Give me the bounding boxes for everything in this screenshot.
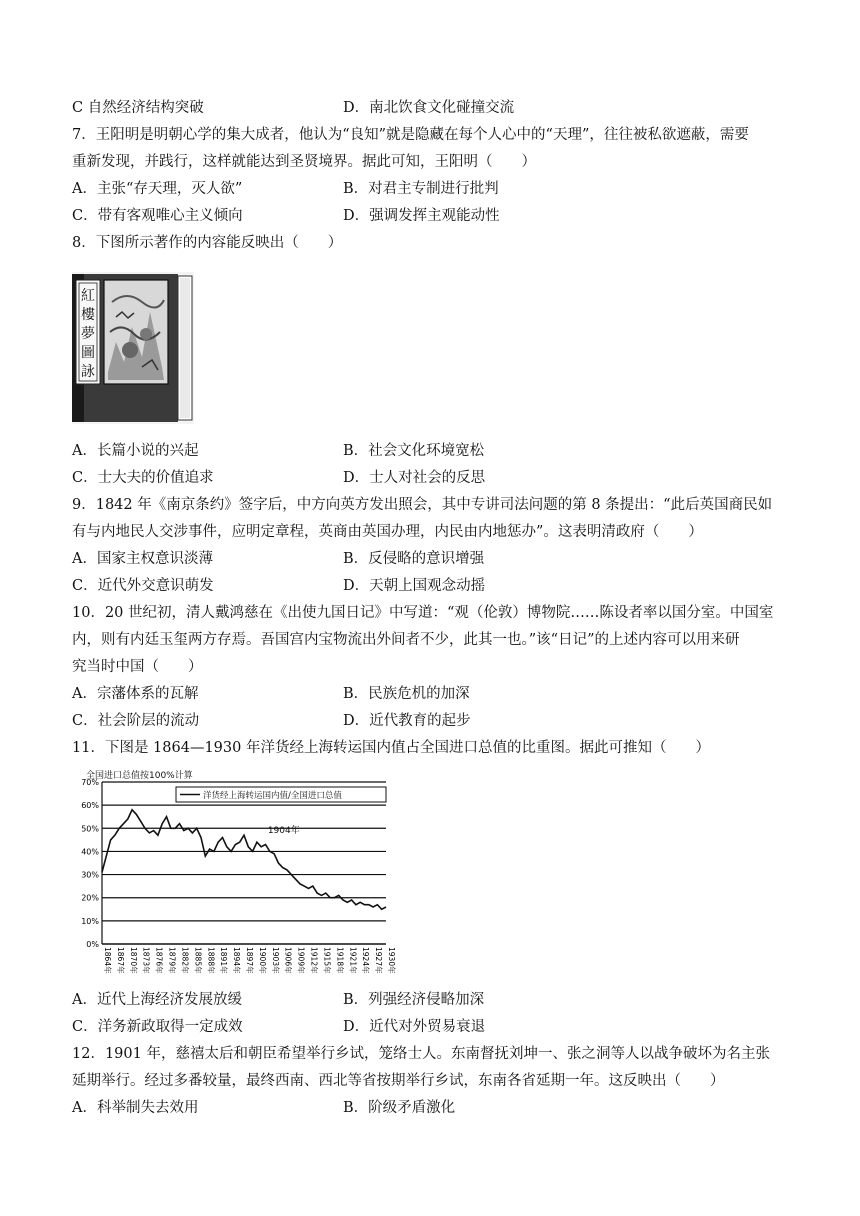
q8-option-a: A．长篇小说的兴起 xyxy=(72,443,199,459)
q11-option-c: C．洋务新政取得一定成效 xyxy=(72,1019,243,1035)
q9-option-c: C．近代外交意识萌发 xyxy=(72,578,214,594)
chart-x-tick-label: 1909年 xyxy=(296,947,306,974)
chart-x-tick-label: 1873年 xyxy=(141,947,151,974)
chart-y-ticks xyxy=(81,778,99,949)
chart-x-tick-label: 1888年 xyxy=(206,947,216,974)
q10-option-d: D．近代教育的起步 xyxy=(343,713,471,729)
q10-option-c: C．社会阶层的流动 xyxy=(72,713,200,729)
chart-y-tick-label: 50% xyxy=(81,824,99,834)
q7-option-d: D．强调发挥主观能动性 xyxy=(343,208,500,224)
chart-legend-label: 洋货经上海转运国内值/全国进口总值 xyxy=(203,791,342,801)
q11-option-b: B．列强经济侵略加深 xyxy=(343,992,485,1008)
q6-option-d: D．南北饮食文化碰撞交流 xyxy=(343,100,515,116)
q7-stem-line-1: 7．王阳明是明朝心学的集大成者，他认为“良知”就是隐藏在每个人心中的“天理”，往往被私欲遮蔽，需要 xyxy=(72,127,749,143)
q11-option-d: D．近代对外贸易衰退 xyxy=(343,1019,486,1035)
q9-stem-line-1: 9．1842 年《南京条约》签字后，中方向英方发出照会，其中专讲司法问题的第 8 条提出：“此后英国商民如 xyxy=(72,497,773,513)
chart-y-tick-label: 70% xyxy=(81,778,99,787)
book-title-char-4: 圖 xyxy=(81,345,95,361)
q7-option-a: A．主张“存天理，灭人欲” xyxy=(72,181,243,197)
q9-stem-line-2: 有与内地民人交涉事件，应明定章程，英商由英国办理，内民由内地惩办”。这表明清政府（ ） xyxy=(72,524,703,540)
chart-x-tick-label: 1891年 xyxy=(219,947,229,974)
chart-y-tick-label: 60% xyxy=(81,801,99,811)
q10-option-b: B．民族危机的加深 xyxy=(343,686,470,702)
chart-y-tick-label: 40% xyxy=(81,847,99,857)
chart-x-tick-label: 1885年 xyxy=(193,947,203,974)
chart-title: 全国进口总值按100%计算 xyxy=(86,771,193,781)
chart-y-tick-label: 20% xyxy=(81,893,99,903)
chart-series-line xyxy=(102,810,386,910)
book-title-char-2: 樓 xyxy=(81,307,95,323)
chart-y-tick-label: 10% xyxy=(81,916,99,926)
q10-stem-line-3: 究当时中国（ ） xyxy=(72,659,203,675)
q10-option-a: A．宗藩体系的瓦解 xyxy=(72,686,199,702)
book-title-char-5: 詠 xyxy=(81,364,95,380)
chart-x-tick-label: 1918年 xyxy=(335,947,345,974)
chart-x-tick-label: 1876年 xyxy=(154,947,164,974)
q10-stem-line-2: 内，则有内廷玉玺两方存焉。吾国宫内宝物流出外间者不少，此其一也。”该“日记”的上述内容可以用来研 xyxy=(72,632,740,648)
chart-x-tick-label: 1915年 xyxy=(322,947,332,974)
chart-y-tick-label: 30% xyxy=(81,870,99,880)
chart-x-tick-label: 1927年 xyxy=(374,947,384,974)
q8-option-d: D．士人对社会的反思 xyxy=(343,470,486,486)
chart-annotation-1904: 1904年 xyxy=(267,826,300,837)
q8-option-c: C．士大夫的价值追求 xyxy=(72,470,214,486)
q9-option-b: B．反侵略的意识增强 xyxy=(343,551,485,567)
book-title-char-1: 紅 xyxy=(81,288,95,304)
q9-option-d: D．天朝上国观念动摇 xyxy=(343,578,486,594)
q10-stem-line-1: 10．20 世纪初，清人戴鸿慈在《出使九国日记》中写道：“观（伦敦）博物院……陈设者率以国分室。中国室 xyxy=(72,605,774,621)
import-ratio-chart xyxy=(72,770,396,982)
chart-y-tick-label: 0% xyxy=(86,940,99,949)
book-title-char-3: 夢 xyxy=(81,326,95,342)
chart-x-ticks xyxy=(103,947,397,974)
q12-stem-line-2: 延期举行。经过多番较量，最终西南、西北等省按期举行乡试，东南各省延期一年。这反映出（ ） xyxy=(72,1073,725,1089)
book-cover-image xyxy=(72,272,194,424)
chart-x-tick-label: 1930年 xyxy=(387,947,396,974)
chart-x-tick-label: 1864年 xyxy=(103,947,112,974)
chart-x-tick-label: 1921年 xyxy=(348,947,358,974)
chart-x-tick-label: 1867年 xyxy=(115,947,125,974)
chart-x-tick-label: 1900年 xyxy=(257,947,267,974)
q8-option-b: B．社会文化环境宽松 xyxy=(343,443,485,459)
q11-option-a: A．近代上海经济发展放缓 xyxy=(72,992,242,1008)
q6-option-c: C 自然经济结构突破 xyxy=(72,100,204,116)
chart-x-tick-label: 1903年 xyxy=(270,947,280,974)
q12-option-b: B．阶级矛盾激化 xyxy=(343,1100,456,1116)
chart-x-tick-label: 1924年 xyxy=(361,947,371,974)
chart-x-tick-label: 1879年 xyxy=(167,947,177,974)
q7-stem-line-2: 重新发现，并践行，这样就能达到圣贤境界。据此可知，王阳明（ ） xyxy=(72,154,536,170)
q12-stem-line-1: 12．1901 年，慈禧太后和朝臣希望举行乡试，笼络士人。东南督抚刘坤一、张之洞等人以战争破坏为名主张 xyxy=(72,1046,770,1062)
chart-x-tick-label: 1894年 xyxy=(232,947,242,974)
q7-option-c: C．带有客观唯心主义倾向 xyxy=(72,208,243,224)
q11-stem-line-1: 11．下图是 1864—1930 年洋货经上海转运国内值占全国进口总值的比重图。据此可推知（ ） xyxy=(72,740,710,756)
chart-x-tick-label: 1912年 xyxy=(309,947,319,974)
chart-x-tick-label: 1906年 xyxy=(283,947,293,974)
chart-x-tick-label: 1897年 xyxy=(245,947,254,974)
chart-grid xyxy=(102,782,386,944)
chart-x-tick-label: 1882年 xyxy=(180,947,190,974)
q9-option-a: A．国家主权意识淡薄 xyxy=(72,551,213,567)
q8-stem-line-1: 8．下图所示著作的内容能反映出（ ） xyxy=(72,235,343,251)
q7-option-b: B．对君主专制进行批判 xyxy=(343,181,499,197)
q12-option-a: A．科举制失去效用 xyxy=(72,1100,199,1116)
chart-x-tick-label: 1870年 xyxy=(128,947,138,974)
